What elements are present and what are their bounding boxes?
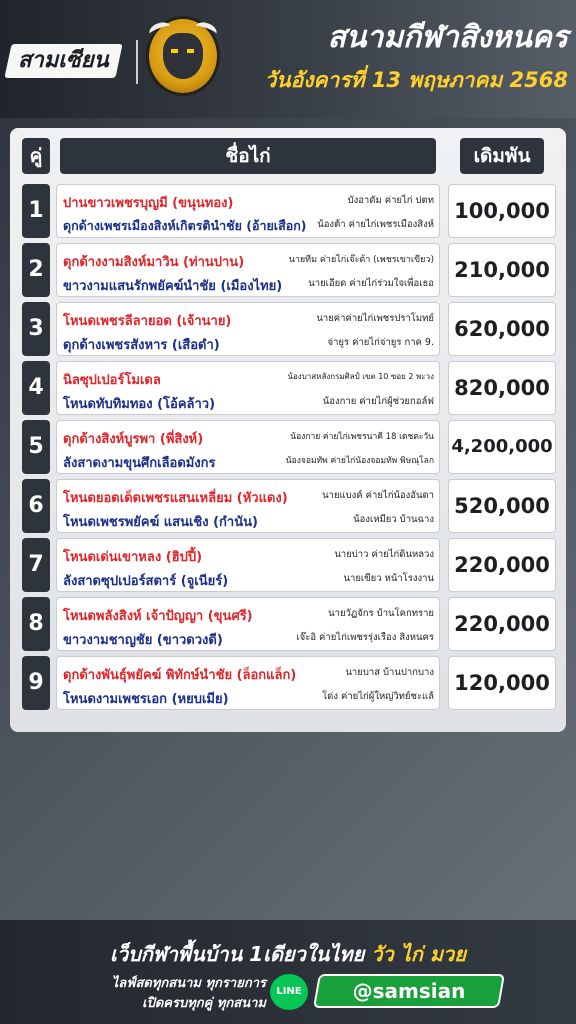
bet-amount: 210,000 — [448, 243, 556, 297]
pair-names — [56, 479, 440, 533]
pair-names — [56, 538, 440, 592]
bet-amount: 520,000 — [448, 479, 556, 533]
column-header-pair: คู่ — [22, 138, 50, 174]
blue-cock-owner: นายเอียด ค่ายไก่ร่วมใจเพื่อเธอ — [308, 278, 434, 289]
pair-number: 3 — [22, 302, 50, 356]
table-row — [10, 361, 566, 415]
red-cock-owner: นายวัฏจักร บ้านโคกทราย — [328, 608, 434, 619]
red-cock-owner: นายแบงค์ ค่ายไก่น้องอันดา — [322, 490, 434, 501]
event-date: วันอังคารที่ 13 พฤษภาคม 2568 — [264, 68, 568, 92]
red-cock-name: นิลซุปเปอร์โมเดล — [63, 373, 161, 388]
bet-amount: 620,000 — [448, 302, 556, 356]
table-row — [10, 656, 566, 710]
brand-logo — [4, 44, 122, 78]
brand-name: สามเซียน — [18, 48, 109, 73]
blue-cock-name: ขาวงามชาญชัย (ขาวดวงดี) — [63, 633, 223, 648]
bet-amount: 100,000 — [448, 184, 556, 238]
blue-cock-name: โหนดเพชรพยัคฆ์ แสนเชิง (กำนัน) — [63, 515, 258, 530]
red-cock-owner: นายบาส บ้านปากบาง — [345, 667, 434, 678]
blue-cock-owner: โด่ง ค่ายไก่ผู้ใหญ่วิทย์ชะแล้ — [322, 691, 434, 702]
table-row — [10, 479, 566, 533]
bet-amount: 820,000 — [448, 361, 556, 415]
blue-cock-owner: น้องต้า ค่ายไก่เพชรเมืองสิงห์ — [317, 219, 434, 230]
blue-cock-name: ดุกด้างเพชรเมืองสิงห์เกิตรตินำชัย (อ้ายเสือก) — [63, 218, 307, 233]
bet-amount: 4,200,000 — [448, 420, 556, 474]
pair-names — [56, 302, 440, 356]
red-cock-name: โหนดเด่นเขาหลง (ฮิปปี้) — [63, 550, 203, 565]
blue-cock-owner: นายเขียว หน้าโรงงาน — [343, 573, 434, 584]
red-cock-name: ปานขาวเพชรบุญมี (ขนุนทอง) — [63, 196, 234, 211]
tagline-highlight: วัว ไก่ มวย — [371, 942, 466, 966]
red-cock-name: โหนดเพชรลีลายอด (เจ้านาย) — [63, 314, 232, 329]
red-cock-name: ดุกด้างงามสิงห์มาวิน (ท่านปาน) — [63, 255, 245, 270]
header-divider — [136, 40, 138, 84]
column-header-bet: เดิมพัน — [460, 138, 544, 174]
line-handle-button[interactable] — [313, 974, 505, 1008]
bet-amount: 220,000 — [448, 538, 556, 592]
red-cock-name: โหนดยอดเด็ดเพชรแสนเหลี่ยม (หัวแดง) — [63, 491, 288, 506]
red-cock-name: ดุกด้างพันธุ์พยัคฆ์ พิทักษ์นำชัย (ล็อกแล็ก) — [63, 668, 297, 683]
pair-number: 4 — [22, 361, 50, 415]
blue-cock-name: โหนดทับทิมทอง (โอ้คล้าว) — [63, 397, 216, 412]
tagline-main: เว็บกีฬาพื้นบ้าน 1เดียวในไทย — [110, 942, 365, 966]
pair-names — [56, 361, 440, 415]
pair-names — [56, 243, 440, 297]
line-handle-label: @samsian — [352, 979, 466, 1003]
blue-cock-owner: จ่ายูร ค่ายไก่จ่ายูร กาค 9. — [327, 337, 434, 348]
pair-number: 8 — [22, 597, 50, 651]
pair-names — [56, 184, 440, 238]
red-cock-name: ดุกด้างสิงห์บูรพา (พี่สิงห์) — [63, 432, 204, 447]
blue-cock-owner: น้องจอมทัพ ค่ายไก่น้องจอมทัพ พิษณุโลก — [285, 456, 434, 466]
footer-tagline — [0, 938, 576, 970]
promo-line-1: ไลฟ์สดทุกสนาม ทุกรายการ — [111, 976, 266, 991]
pair-names — [56, 656, 440, 710]
table-row — [10, 184, 566, 238]
pair-number: 5 — [22, 420, 50, 474]
pair-names — [56, 420, 440, 474]
blue-cock-owner: น้องเหมียว บ้านฉาง — [353, 514, 434, 525]
blue-cock-owner: เจ๊ะอิ ค่ายไก่เพชรรุ่งเรือง สิงหนคร — [296, 632, 434, 643]
table-row — [10, 538, 566, 592]
blue-cock-name: ขาวงามแสนรักพยัคฆ์นำชัย (เมืองไทย) — [63, 279, 283, 294]
red-cock-owner: นายบ่าว ค่ายไก่ดินหลวง — [334, 549, 434, 560]
bet-amount: 120,000 — [448, 656, 556, 710]
red-cock-owner: น้องบาสหลังกรมศิลป์ เขต 10 ซอย 2 พะวง — [287, 372, 434, 381]
header-banner — [0, 0, 576, 118]
pair-number: 7 — [22, 538, 50, 592]
red-cock-name: โหนดพลังสิงห์ เจ้าปัญญา (ขุนศรี) — [63, 609, 253, 624]
bet-amount: 220,000 — [448, 597, 556, 651]
table-row — [10, 243, 566, 297]
table-row — [10, 302, 566, 356]
table-row — [10, 597, 566, 651]
pair-number: 9 — [22, 656, 50, 710]
blue-cock-name: ดุกด้างเพชรสังหาร (เสือดำ) — [63, 338, 220, 353]
red-cock-owner: นายค่าค่ายไก่เพชรปราโมทย์ — [316, 313, 434, 324]
blue-cock-owner: น้องกาย ค่ายไก่ผู้ช่วยกอล์ฟ — [322, 396, 434, 407]
pair-number: 2 — [22, 243, 50, 297]
promo-line-2: เปิดครบทุกคู่ ทุกสนาม — [142, 996, 266, 1011]
fight-table — [10, 128, 566, 732]
pair-number: 6 — [22, 479, 50, 533]
column-header-names: ชื่อไก่ — [60, 138, 436, 174]
blue-cock-name: ลังสาดงามขุนศึกเลือดมังกร — [63, 456, 216, 471]
blue-cock-name: ลังสาดซุปเปอร์สตาร์ (จูเนียร์) — [63, 574, 229, 589]
footer-banner — [0, 920, 576, 1024]
pair-names — [56, 597, 440, 651]
red-cock-owner: น้องกาย ค่ายไก่เพชรนาคี 18 เดชตะวัน — [290, 432, 434, 442]
pair-number: 1 — [22, 184, 50, 238]
red-cock-owner: บังอาดัม ค่ายไก่ ปตท — [347, 195, 434, 206]
line-app-icon[interactable]: LINE — [270, 974, 308, 1010]
page-title: สนามกีฬาสิงหนคร — [327, 20, 568, 55]
blue-cock-name: โหนดงามเพชรเอก (หยบเมีย) — [63, 692, 229, 707]
table-row — [10, 420, 566, 474]
red-cock-owner: นายทีม ค่ายไก่เจ๊ะต้า (เพชรเขาเขียว) — [288, 255, 434, 265]
bull-head-icon — [146, 16, 220, 96]
